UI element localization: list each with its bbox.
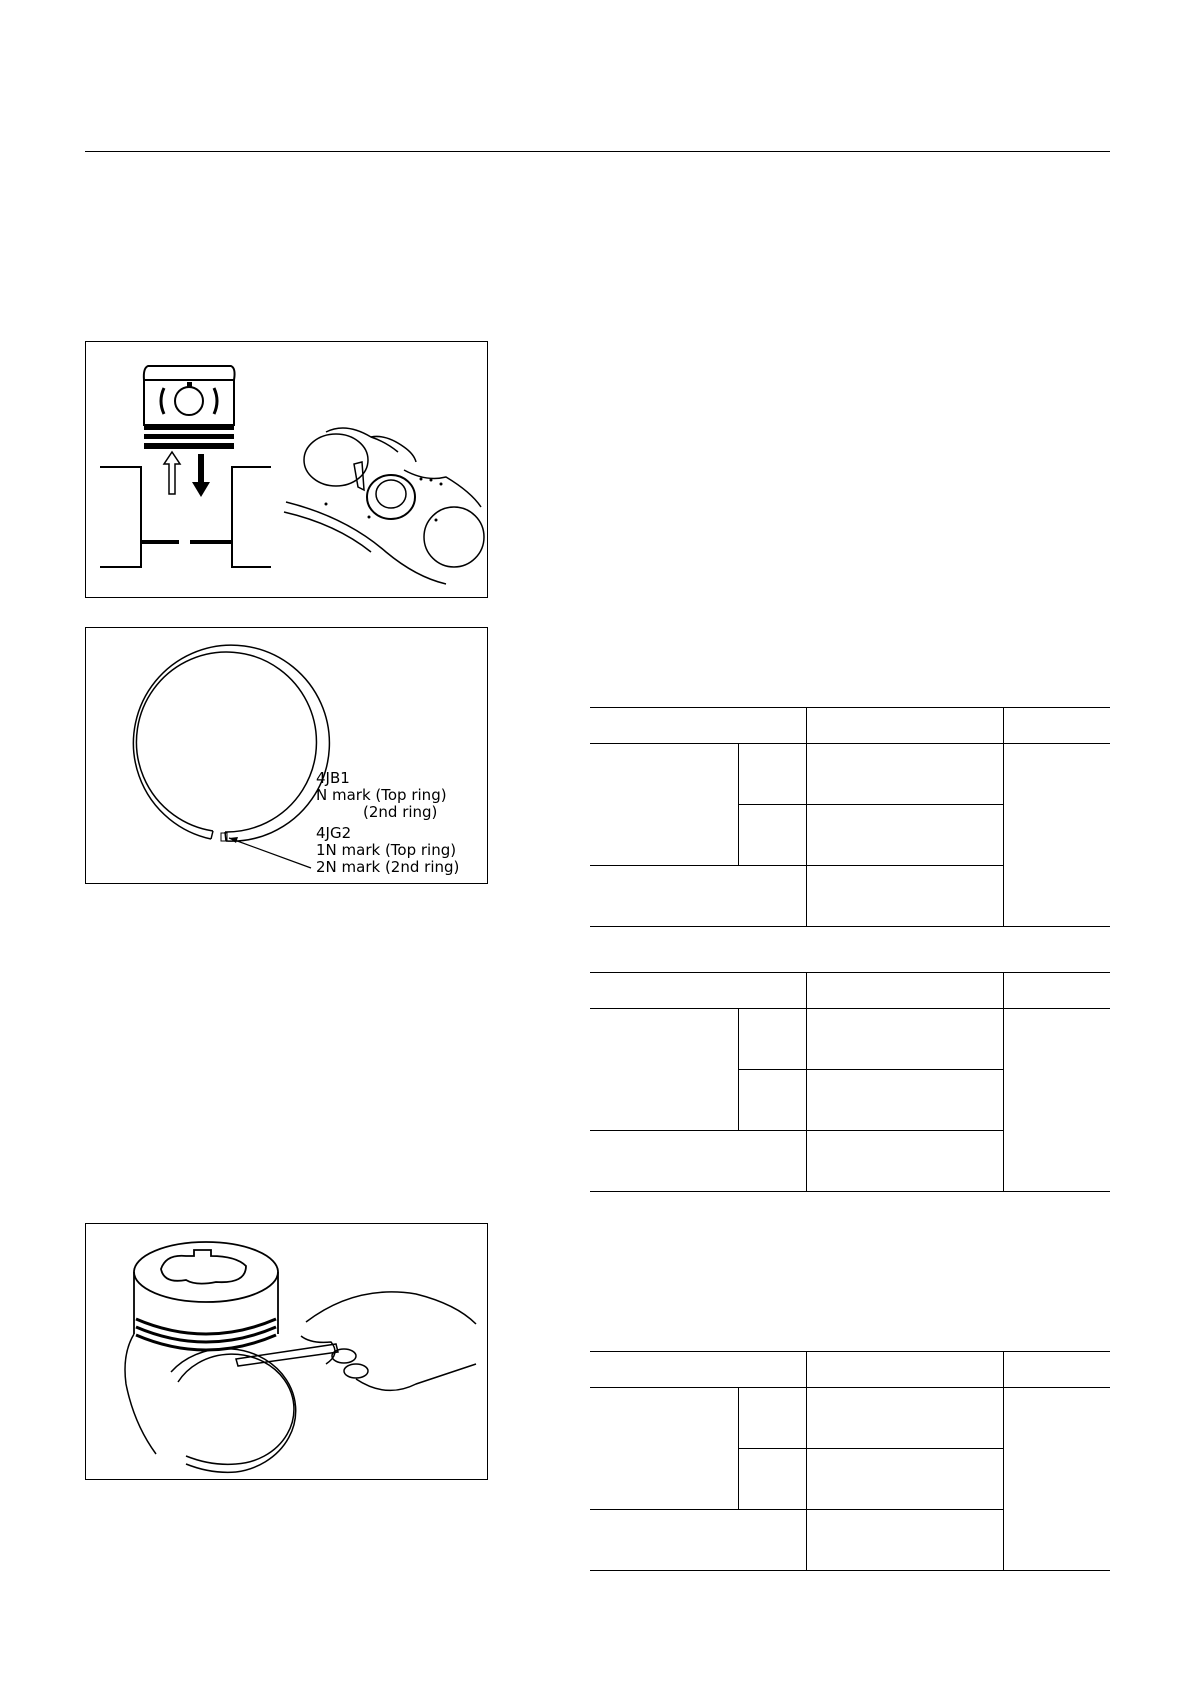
figure-piston-ring-marks [85,627,488,884]
spec-table-2 [590,972,1110,1192]
table-row [590,744,1110,805]
callout-4jg2: 4JG2 [316,824,352,842]
ring-gap-illustration [86,342,489,599]
table-header-row [590,1352,1110,1388]
table-row [590,1009,1110,1070]
figure-ring-groove-clearance [85,1223,488,1480]
table-header-row [590,973,1110,1009]
ring-groove-illustration [86,1224,489,1481]
callout-4jg2-top-ring: 1N mark (Top ring) [316,841,457,859]
callout-4jg2-2nd-ring: 2N mark (2nd ring) [316,858,460,876]
callout-4jb1-2nd-ring: (2nd ring) [363,803,438,821]
callout-4jb1: 4JB1 [316,769,350,787]
table-header-row [590,708,1110,744]
spec-table-1 [590,707,1110,927]
callout-4jb1-top-ring: N mark (Top ring) [316,786,447,804]
table-row [590,1388,1110,1449]
figure-ring-gap-measurement [85,341,488,598]
spec-table-3 [590,1351,1110,1571]
header-rule [85,151,1110,152]
